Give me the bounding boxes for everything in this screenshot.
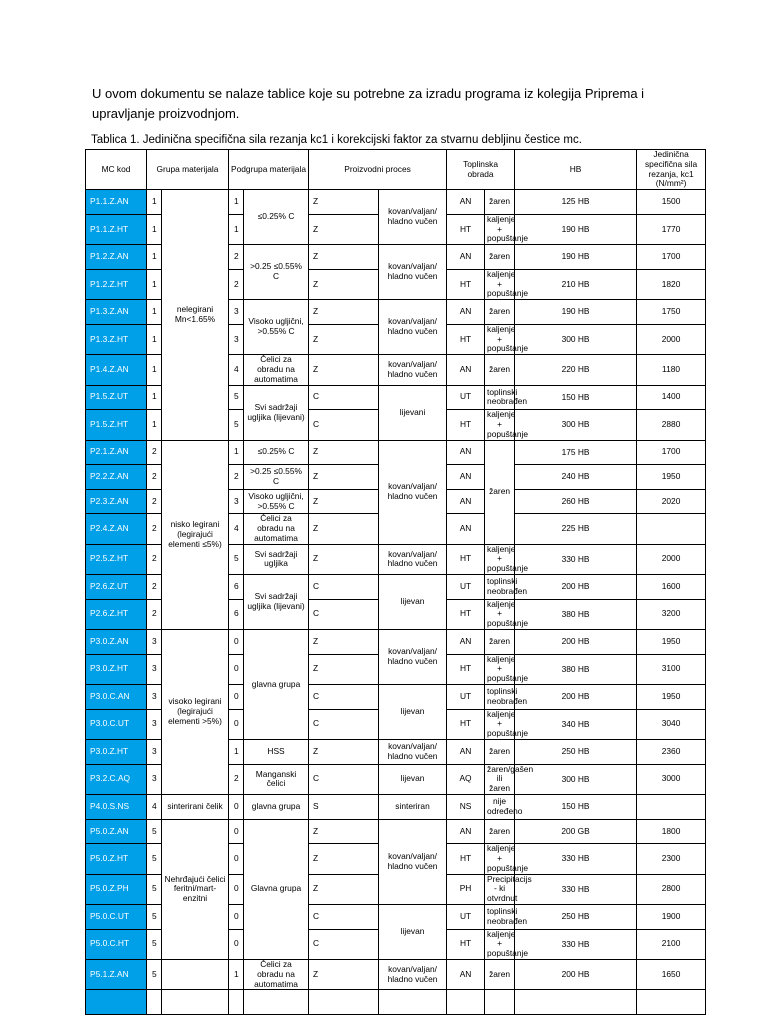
heat-label: kaljenje + popuštanje bbox=[485, 214, 515, 244]
hb-value: 330 HB bbox=[515, 929, 637, 959]
kc1-value: 1180 bbox=[637, 355, 706, 385]
subgroup-number: 1 bbox=[229, 740, 244, 765]
header-mc-kod: MC kod bbox=[86, 150, 147, 190]
heat-label: žaren bbox=[485, 190, 515, 215]
hb-value: 200 HB bbox=[515, 575, 637, 600]
kc1-value: 1950 bbox=[637, 465, 706, 490]
process-label: sinteriran bbox=[379, 795, 447, 820]
heat-label: žaren bbox=[485, 959, 515, 989]
subgroup-number: 2 bbox=[229, 245, 244, 270]
mc-code: P1.3.Z.AN bbox=[86, 300, 147, 325]
hb-value: 300 HB bbox=[515, 410, 637, 440]
subgroup-number: 4 bbox=[229, 355, 244, 385]
heat-label: kaljenje + popuštanje bbox=[485, 410, 515, 440]
process-code: Z bbox=[309, 324, 379, 354]
subgroup-label: HSS bbox=[244, 740, 309, 765]
subgroup-number: 0 bbox=[229, 654, 244, 684]
group-number: 3 bbox=[147, 630, 162, 655]
mc-code: P3.0.C.UT bbox=[86, 709, 147, 739]
heat-label: kaljenje + popuštanje bbox=[485, 544, 515, 574]
table-row bbox=[86, 190, 706, 215]
subgroup-number: 0 bbox=[229, 685, 244, 710]
hb-value: 220 HB bbox=[515, 355, 637, 385]
kc1-value: 1800 bbox=[637, 819, 706, 844]
heat-code: AN bbox=[447, 819, 485, 844]
kc1-value: 1650 bbox=[637, 959, 706, 989]
hb-value: 340 HB bbox=[515, 709, 637, 739]
mc-code: P2.2.Z.AN bbox=[86, 465, 147, 490]
group-number: 3 bbox=[147, 685, 162, 710]
kc1-value bbox=[637, 795, 706, 820]
heat-code: HT bbox=[447, 929, 485, 959]
group-label-empty bbox=[162, 959, 229, 989]
table-caption: Tablica 1. Jedinična specifična sila rezanja kc1 i korekcijski faktor za stvarnu debljinu čestice mc. bbox=[91, 134, 582, 146]
subgroup-number: 3 bbox=[229, 324, 244, 354]
mc-code: P2.6.Z.HT bbox=[86, 599, 147, 629]
subgroup-label: glavna grupa bbox=[244, 630, 309, 740]
mc-code: P1.1.Z.HT bbox=[86, 214, 147, 244]
kc1-value: 2880 bbox=[637, 410, 706, 440]
hb-value: 190 HB bbox=[515, 245, 637, 270]
heat-code: PH bbox=[447, 874, 485, 904]
table-row-empty bbox=[86, 990, 706, 1015]
heat-code: AQ bbox=[447, 764, 485, 794]
process-label: kovan/valjan/ hladno vučen bbox=[379, 245, 447, 300]
heat-code: HT bbox=[447, 544, 485, 574]
group-number: 2 bbox=[147, 514, 162, 544]
group-number: 1 bbox=[147, 385, 162, 410]
process-code: Z bbox=[309, 269, 379, 299]
group-number: 2 bbox=[147, 575, 162, 600]
mc-code: P2.1.Z.AN bbox=[86, 440, 147, 465]
heat-label: žaren/gašen ili žaren bbox=[485, 764, 515, 794]
heat-code: NS bbox=[447, 795, 485, 820]
kc1-value: 1900 bbox=[637, 904, 706, 929]
group-number: 4 bbox=[147, 795, 162, 820]
heat-label: žaren bbox=[485, 740, 515, 765]
group-number: 5 bbox=[147, 819, 162, 844]
subgroup-number: 0 bbox=[229, 874, 244, 904]
heat-code: AN bbox=[447, 355, 485, 385]
mc-code: P1.4.Z.AN bbox=[86, 355, 147, 385]
process-code: Z bbox=[309, 440, 379, 465]
subgroup-number: 2 bbox=[229, 764, 244, 794]
heat-code: HT bbox=[447, 410, 485, 440]
heat-label: kaljenje + popuštanje bbox=[485, 269, 515, 299]
subgroup-number: 1 bbox=[229, 440, 244, 465]
empty-cell bbox=[637, 990, 706, 1015]
kc1-value: 2300 bbox=[637, 844, 706, 874]
heat-code: UT bbox=[447, 575, 485, 600]
group-number: 1 bbox=[147, 214, 162, 244]
hb-value: 200 GB bbox=[515, 819, 637, 844]
subgroup-label: Manganski čelici bbox=[244, 764, 309, 794]
heat-code: AN bbox=[447, 489, 485, 514]
group-number: 1 bbox=[147, 245, 162, 270]
kc1-value: 2000 bbox=[637, 544, 706, 574]
process-code: Z bbox=[309, 300, 379, 325]
table-row bbox=[86, 959, 706, 989]
process-code: Z bbox=[309, 465, 379, 490]
process-code: C bbox=[309, 599, 379, 629]
process-code: Z bbox=[309, 959, 379, 989]
empty-cell bbox=[309, 990, 379, 1015]
mc-code: P5.1.Z.AN bbox=[86, 959, 147, 989]
empty-cell bbox=[515, 990, 637, 1015]
mc-code: P2.4.Z.AN bbox=[86, 514, 147, 544]
mc-code: P2.3.Z.AN bbox=[86, 489, 147, 514]
process-code: Z bbox=[309, 245, 379, 270]
subgroup-number: 5 bbox=[229, 385, 244, 410]
process-code: C bbox=[309, 575, 379, 600]
heat-code: HT bbox=[447, 844, 485, 874]
header-podgrupa: Podgrupa materijala bbox=[229, 150, 309, 190]
process-code: Z bbox=[309, 514, 379, 544]
subgroup-label: >0.25 ≤0.55% C bbox=[244, 465, 309, 490]
hb-value: 300 HB bbox=[515, 764, 637, 794]
mc-code: P2.6.Z.UT bbox=[86, 575, 147, 600]
hb-value: 330 HB bbox=[515, 544, 637, 574]
heat-label: Precipitacijs - ki otvrdnut bbox=[485, 874, 515, 904]
process-code: Z bbox=[309, 874, 379, 904]
heat-code: HT bbox=[447, 654, 485, 684]
mc-code: P3.0.Z.AN bbox=[86, 630, 147, 655]
hb-value: 200 HB bbox=[515, 630, 637, 655]
subgroup-number: 6 bbox=[229, 599, 244, 629]
subgroup-label: Čelici za obradu na automatima bbox=[244, 355, 309, 385]
kc1-value: 1820 bbox=[637, 269, 706, 299]
kc1-value: 1400 bbox=[637, 385, 706, 410]
mc-code: P2.5.Z.HT bbox=[86, 544, 147, 574]
heat-code: HT bbox=[447, 599, 485, 629]
heat-code: AN bbox=[447, 514, 485, 544]
heat-code: AN bbox=[447, 300, 485, 325]
process-code: C bbox=[309, 929, 379, 959]
group-number: 2 bbox=[147, 599, 162, 629]
group-number: 1 bbox=[147, 324, 162, 354]
group-number: 1 bbox=[147, 300, 162, 325]
hb-value: 300 HB bbox=[515, 324, 637, 354]
group-label: nisko legirani (legirajući elementi ≤5%) bbox=[162, 440, 229, 630]
kc1-value: 1500 bbox=[637, 190, 706, 215]
mc-code: P3.0.C.AN bbox=[86, 685, 147, 710]
process-label: kovan/valjan/ hladno vučen bbox=[379, 959, 447, 989]
group-number: 5 bbox=[147, 904, 162, 929]
subgroup-label: Čelici za obradu na automatima bbox=[244, 514, 309, 544]
kc1-value: 1600 bbox=[637, 575, 706, 600]
heat-code: HT bbox=[447, 709, 485, 739]
mc-code-empty bbox=[86, 990, 147, 1015]
empty-cell bbox=[162, 990, 229, 1015]
process-label: lijevan bbox=[379, 904, 447, 959]
empty-cell bbox=[229, 990, 244, 1015]
empty-cell bbox=[379, 990, 447, 1015]
kc1-value bbox=[637, 514, 706, 544]
subgroup-number: 1 bbox=[229, 959, 244, 989]
heat-label: žaren bbox=[485, 300, 515, 325]
hb-value: 250 HB bbox=[515, 904, 637, 929]
subgroup-label: >0.25 ≤0.55% C bbox=[244, 245, 309, 300]
mc-code: P1.3.Z.HT bbox=[86, 324, 147, 354]
group-number: 3 bbox=[147, 764, 162, 794]
group-number: 1 bbox=[147, 410, 162, 440]
process-label: kovan/valjan/ hladno vučen bbox=[379, 355, 447, 385]
group-number: 2 bbox=[147, 440, 162, 465]
process-code: Z bbox=[309, 630, 379, 655]
subgroup-number: 2 bbox=[229, 269, 244, 299]
empty-cell bbox=[147, 990, 162, 1015]
heat-label: žaren bbox=[485, 355, 515, 385]
heat-code: HT bbox=[447, 269, 485, 299]
subgroup-number: 3 bbox=[229, 300, 244, 325]
mc-code: P5.0.Z.PH bbox=[86, 874, 147, 904]
process-label: kovan/valjan/ hladno vučen bbox=[379, 190, 447, 245]
group-number: 5 bbox=[147, 844, 162, 874]
process-label: lijevan bbox=[379, 575, 447, 630]
process-label: lijevani bbox=[379, 385, 447, 440]
kc1-value: 3200 bbox=[637, 599, 706, 629]
hb-value: 190 HB bbox=[515, 214, 637, 244]
hb-value: 200 HB bbox=[515, 685, 637, 710]
heat-code: HT bbox=[447, 324, 485, 354]
hb-value: 260 HB bbox=[515, 489, 637, 514]
subgroup-label: Visoko ugljični, >0.55% C bbox=[244, 300, 309, 355]
heat-label: kaljenje + popuštanje bbox=[485, 324, 515, 354]
process-code: Z bbox=[309, 740, 379, 765]
table-row bbox=[86, 630, 706, 655]
subgroup-number: 0 bbox=[229, 795, 244, 820]
subgroup-number: 0 bbox=[229, 929, 244, 959]
process-code: C bbox=[309, 764, 379, 794]
heat-code: AN bbox=[447, 630, 485, 655]
table-row bbox=[86, 819, 706, 844]
empty-cell bbox=[447, 990, 485, 1015]
heat-label: kaljenje + popuštanje bbox=[485, 654, 515, 684]
hb-value: 250 HB bbox=[515, 740, 637, 765]
kc1-value: 3040 bbox=[637, 709, 706, 739]
process-code: Z bbox=[309, 844, 379, 874]
subgroup-label: Visoko ugljični, >0.55% C bbox=[244, 489, 309, 514]
kc1-value: 1750 bbox=[637, 300, 706, 325]
process-code: Z bbox=[309, 544, 379, 574]
process-label: lijevan bbox=[379, 685, 447, 740]
subgroup-number: 0 bbox=[229, 819, 244, 844]
heat-code: AN bbox=[447, 440, 485, 465]
hb-value: 200 HB bbox=[515, 959, 637, 989]
hb-value: 150 HB bbox=[515, 795, 637, 820]
process-label: kovan/valjan/ hladno vučen bbox=[379, 544, 447, 574]
group-number: 1 bbox=[147, 269, 162, 299]
process-code: C bbox=[309, 709, 379, 739]
process-code: Z bbox=[309, 489, 379, 514]
heat-label: žaren bbox=[485, 819, 515, 844]
subgroup-number: 0 bbox=[229, 630, 244, 655]
header-toplinska: Toplinska obrada bbox=[447, 150, 515, 190]
intro-paragraph: U ovom dokumentu se nalaze tablice koje su potrebne za izradu programa iz kolegija Priprema i upravljanje proizvodnjom. bbox=[92, 86, 645, 121]
group-number: 2 bbox=[147, 465, 162, 490]
process-label: kovan/valjan/ hladno vučen bbox=[379, 300, 447, 355]
process-label: kovan/valjan/ hladno vučen bbox=[379, 440, 447, 544]
header-kc1: Jedinična specifična sila rezanja, kc1 (N/mm²) bbox=[637, 150, 706, 190]
heat-label: kaljenje + popuštanje bbox=[485, 709, 515, 739]
hb-value: 380 HB bbox=[515, 654, 637, 684]
empty-cell bbox=[244, 990, 309, 1015]
subgroup-label: Svi sadržaji ugljika bbox=[244, 544, 309, 574]
process-code: C bbox=[309, 410, 379, 440]
kc1-value: 2020 bbox=[637, 489, 706, 514]
group-number: 3 bbox=[147, 709, 162, 739]
hb-value: 210 HB bbox=[515, 269, 637, 299]
header-proces: Proizvodni proces bbox=[309, 150, 447, 190]
subgroup-number: 1 bbox=[229, 190, 244, 215]
kc1-value: 2100 bbox=[637, 929, 706, 959]
mc-code: P1.2.Z.AN bbox=[86, 245, 147, 270]
process-label: kovan/valjan/ hladno vučen bbox=[379, 630, 447, 685]
hb-value: 175 HB bbox=[515, 440, 637, 465]
subgroup-number: 4 bbox=[229, 514, 244, 544]
subgroup-number: 5 bbox=[229, 544, 244, 574]
subgroup-label: Svi sadržaji ugljika (lijevani) bbox=[244, 385, 309, 440]
process-code: Z bbox=[309, 355, 379, 385]
heat-code: UT bbox=[447, 685, 485, 710]
kc1-value: 1950 bbox=[637, 685, 706, 710]
mc-code: P1.5.Z.UT bbox=[86, 385, 147, 410]
heat-code: UT bbox=[447, 904, 485, 929]
subgroup-number: 0 bbox=[229, 709, 244, 739]
empty-cell bbox=[485, 990, 515, 1015]
process-code: C bbox=[309, 685, 379, 710]
hb-value: 240 HB bbox=[515, 465, 637, 490]
kc1-value: 2000 bbox=[637, 324, 706, 354]
group-number: 3 bbox=[147, 654, 162, 684]
subgroup-number: 1 bbox=[229, 214, 244, 244]
mc-code: P1.1.Z.AN bbox=[86, 190, 147, 215]
table-row bbox=[86, 440, 706, 465]
heat-label: kaljenje + popuštanje bbox=[485, 929, 515, 959]
subgroup-label: Čelici za obradu na automatima bbox=[244, 959, 309, 989]
process-code: Z bbox=[309, 819, 379, 844]
heat-code: AN bbox=[447, 190, 485, 215]
kc1-value: 1700 bbox=[637, 245, 706, 270]
group-number: 5 bbox=[147, 929, 162, 959]
hb-value: 125 HB bbox=[515, 190, 637, 215]
process-code: C bbox=[309, 904, 379, 929]
heat-label: nije određeno bbox=[485, 795, 515, 820]
subgroup-number: 0 bbox=[229, 904, 244, 929]
process-code: S bbox=[309, 795, 379, 820]
subgroup-label: glavna grupa bbox=[244, 795, 309, 820]
kc1-value: 1770 bbox=[637, 214, 706, 244]
subgroup-number: 6 bbox=[229, 575, 244, 600]
heat-code: AN bbox=[447, 959, 485, 989]
table-header-row bbox=[86, 150, 706, 190]
mc-code: P3.0.Z.HT bbox=[86, 654, 147, 684]
hb-value: 150 HB bbox=[515, 385, 637, 410]
heat-code: AN bbox=[447, 245, 485, 270]
subgroup-label: Glavna grupa bbox=[244, 819, 309, 959]
hb-value: 330 HB bbox=[515, 844, 637, 874]
process-code: Z bbox=[309, 654, 379, 684]
group-number: 2 bbox=[147, 489, 162, 514]
process-code: Z bbox=[309, 190, 379, 215]
group-number: 5 bbox=[147, 959, 162, 989]
table-row bbox=[86, 795, 706, 820]
mc-code: P4.0.S.NS bbox=[86, 795, 147, 820]
subgroup-label: ≤0.25% C bbox=[244, 440, 309, 465]
process-label: kovan/valjan/ hladno vučen bbox=[379, 740, 447, 765]
group-number: 5 bbox=[147, 874, 162, 904]
kc1-value: 3100 bbox=[637, 654, 706, 684]
group-label: visoko legirani (legirajući elementi >5%) bbox=[162, 630, 229, 795]
heat-label: žaren bbox=[485, 630, 515, 655]
subgroup-number: 5 bbox=[229, 410, 244, 440]
process-code: Z bbox=[309, 214, 379, 244]
process-label: lijevan bbox=[379, 764, 447, 794]
heat-label: kaljenje + popuštanje bbox=[485, 599, 515, 629]
heat-label: žaren bbox=[485, 245, 515, 270]
process-code: C bbox=[309, 385, 379, 410]
process-label: kovan/valjan/ hladno vučen bbox=[379, 819, 447, 904]
mc-code: P1.2.Z.HT bbox=[86, 269, 147, 299]
hb-value: 225 HB bbox=[515, 514, 637, 544]
cutting-force-table bbox=[85, 149, 706, 1015]
hb-value: 330 HB bbox=[515, 874, 637, 904]
heat-code: AN bbox=[447, 465, 485, 490]
heat-label: žaren bbox=[485, 440, 515, 544]
group-number: 1 bbox=[147, 355, 162, 385]
subgroup-number: 0 bbox=[229, 844, 244, 874]
kc1-value: 1950 bbox=[637, 630, 706, 655]
heat-code: AN bbox=[447, 740, 485, 765]
header-hb: HB bbox=[515, 150, 637, 190]
kc1-value: 1700 bbox=[637, 440, 706, 465]
subgroup-number: 3 bbox=[229, 489, 244, 514]
heat-code: HT bbox=[447, 214, 485, 244]
group-number: 1 bbox=[147, 190, 162, 215]
kc1-value: 2360 bbox=[637, 740, 706, 765]
mc-code: P3.2.C.AQ bbox=[86, 764, 147, 794]
group-label: nelegirani Mn<1.65% bbox=[162, 190, 229, 440]
subgroup-number: 2 bbox=[229, 465, 244, 490]
hb-value: 380 HB bbox=[515, 599, 637, 629]
mc-code: P3.0.Z.HT bbox=[86, 740, 147, 765]
subgroup-label: Svi sadržaji ugljika (lijevani) bbox=[244, 575, 309, 630]
group-label: Nehrđajući čelici feritni/mart-enzitni bbox=[162, 819, 229, 959]
heat-label: toplinski neobrađen bbox=[485, 685, 515, 710]
kc1-value: 3000 bbox=[637, 764, 706, 794]
mc-code: P5.0.Z.HT bbox=[86, 844, 147, 874]
heat-label: toplinski neobrađen bbox=[485, 575, 515, 600]
group-label: sinterirani čelik bbox=[162, 795, 229, 820]
mc-code: P5.0.C.HT bbox=[86, 929, 147, 959]
mc-code: P5.0.C.UT bbox=[86, 904, 147, 929]
subgroup-label: ≤0.25% C bbox=[244, 190, 309, 245]
mc-code: P5.0.Z.AN bbox=[86, 819, 147, 844]
header-grupa: Grupa materijala bbox=[147, 150, 229, 190]
hb-value: 190 HB bbox=[515, 300, 637, 325]
heat-label: toplinski neobrađen bbox=[485, 385, 515, 410]
heat-label: kaljenje + popuštanje bbox=[485, 844, 515, 874]
heat-label: toplinski neobrađen bbox=[485, 904, 515, 929]
group-number: 3 bbox=[147, 740, 162, 765]
kc1-value: 2800 bbox=[637, 874, 706, 904]
mc-code: P1.5.Z.HT bbox=[86, 410, 147, 440]
group-number: 2 bbox=[147, 544, 162, 574]
heat-code: UT bbox=[447, 385, 485, 410]
